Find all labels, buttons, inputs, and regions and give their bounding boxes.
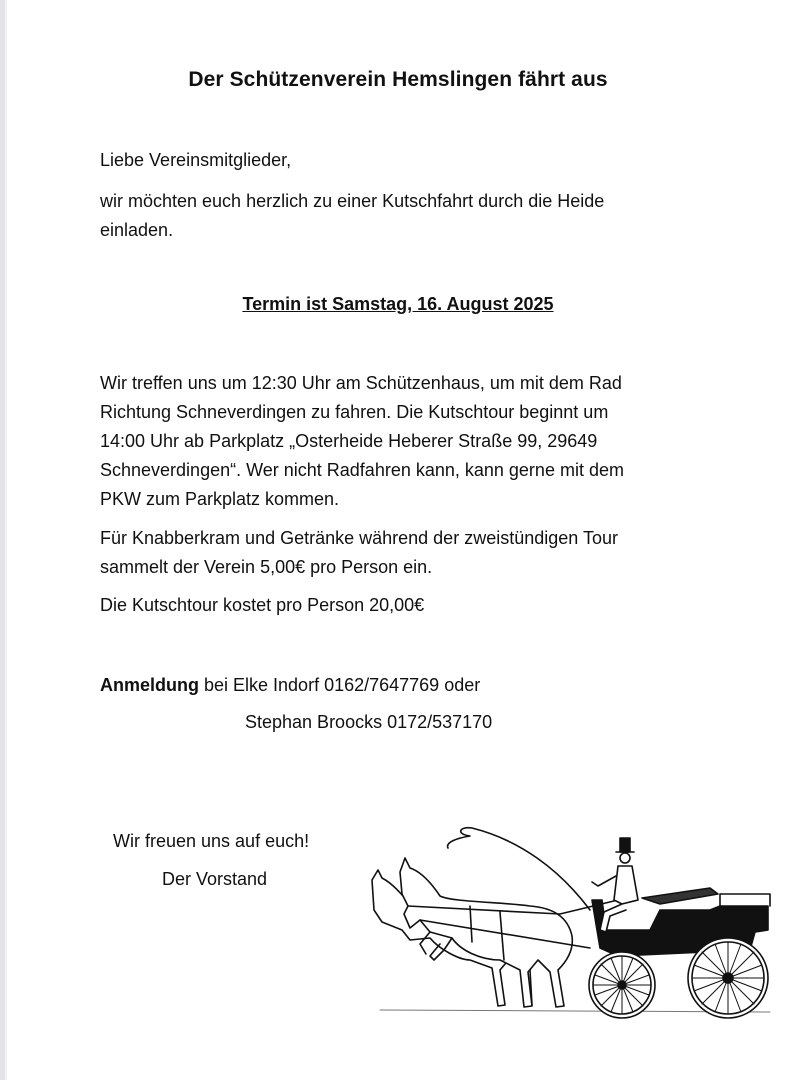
registration-line-1: [100, 671, 480, 700]
intro-paragraph: [100, 187, 604, 245]
price-paragraph: Die Kutschtour kostet pro Person 20,00€: [100, 595, 425, 615]
carriage-wheel-front-icon: [589, 952, 655, 1018]
registration-label: Anmeldung: [100, 675, 199, 695]
closing-text: Wir freuen uns auf euch!: [113, 831, 310, 851]
intro-line: einladen.: [100, 220, 174, 240]
carriage-wheel-rear-icon: [688, 938, 768, 1018]
document-title: Der Schützenverein Hemslingen fährt aus: [188, 68, 608, 91]
intro-line: wir möchten euch herzlich zu einer Kutschfahrt durch die Heide: [100, 191, 605, 211]
signoff-text: Der Vorstand: [162, 869, 268, 889]
registration-contact-1: bei Elke Indorf 0162/7647769 oder: [199, 675, 481, 695]
snacks-paragraph: [100, 524, 618, 582]
paragraph-line: 14:00 Uhr ab Parkplatz „Osterheide Heberer Straße 99, 29649: [100, 431, 598, 451]
whip-icon: [448, 828, 590, 910]
paragraph-line: Schneverdingen“. Wer nicht Radfahren kann, kann gerne mit dem: [100, 460, 624, 480]
paragraph-line: Wir treffen uns um 12:30 Uhr am Schützenhaus, um mit dem Rad: [100, 373, 622, 393]
paragraph-line: sammelt der Verein 5,00€ pro Person ein.: [100, 557, 433, 577]
registration-contact-2: Stephan Broocks 0172/537170: [245, 712, 493, 732]
meeting-paragraph: [100, 369, 624, 514]
paragraph-line: Für Knabberkram und Getränke während der zweistündigen Tour: [100, 528, 618, 548]
event-date: Termin ist Samstag, 16. August 2025: [242, 294, 554, 314]
horse-carriage-illustration: [360, 820, 780, 1030]
salutation: Liebe Vereinsmitglieder,: [100, 150, 292, 170]
paragraph-line: Richtung Schneverdingen zu fahren. Die Kutschtour beginnt um: [100, 402, 609, 422]
page-left-edge-shadow: [5, 0, 7, 1080]
paragraph-line: PKW zum Parkplatz kommen.: [100, 489, 340, 509]
